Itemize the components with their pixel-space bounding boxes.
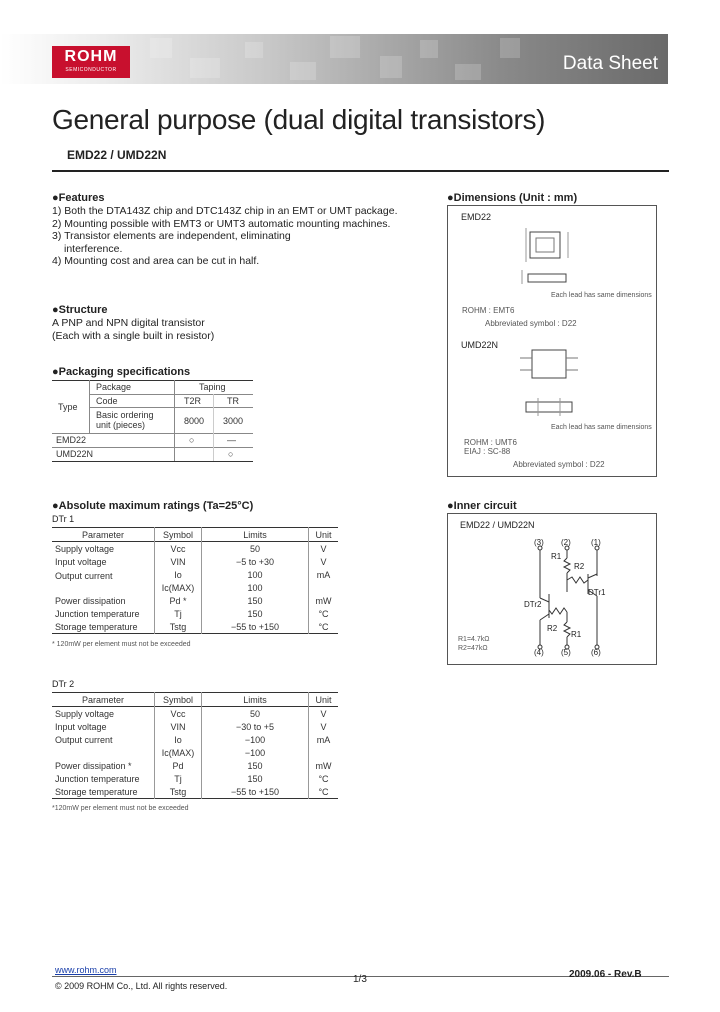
inner-circuit-heading: ●Inner circuit <box>447 500 517 512</box>
resistor-label: R1 <box>571 630 582 639</box>
pkg-cell: Basic ordering <box>96 410 154 420</box>
table-row <box>52 607 338 620</box>
cell: Storage temperature <box>55 621 138 632</box>
title-rule <box>52 170 669 172</box>
pkg-bottom-rule <box>52 461 253 462</box>
cell: °C <box>309 607 339 620</box>
cell: 150 <box>202 772 309 785</box>
structure-line: (Each with a single built in resistor) <box>52 329 215 342</box>
cell: Input voltage <box>55 721 107 732</box>
cell: Tj <box>155 607 202 620</box>
table-row <box>52 707 338 721</box>
pkg-cell: — <box>227 435 236 445</box>
pkg-cell: UMD22N <box>56 449 94 459</box>
cell: Tj <box>155 772 202 785</box>
pkg-divider <box>213 394 214 461</box>
table-row <box>52 785 338 799</box>
transistor-label: DTr1 <box>588 588 606 597</box>
ratings-heading: ●Absolute maximum ratings (Ta=25°C) <box>52 500 254 512</box>
ratings-note: * 120mW per element must not be exceeded <box>52 641 191 648</box>
cell: V <box>309 720 339 733</box>
table-row <box>52 568 338 581</box>
table-header-row <box>52 693 338 707</box>
feature-item: 2) Mounting possible with EMT3 or UMT3 automatic mounting machines. <box>52 217 391 230</box>
ratings-note: *120mW per element must not be exceeded <box>52 805 189 812</box>
cell: V <box>309 542 339 556</box>
resistor-label: R2 <box>574 562 585 571</box>
cell: Output current <box>55 734 113 745</box>
table-row <box>52 555 338 568</box>
footer-url-link[interactable]: www.rohm.com <box>55 965 117 975</box>
pkg-cell: ○ <box>228 449 234 459</box>
cell: −100 <box>202 733 309 746</box>
logo-text: ROHM <box>64 48 118 65</box>
transistor-label: DTr2 <box>524 600 542 609</box>
page-title: General purpose (dual digital transistors) <box>52 104 546 135</box>
cell: V <box>309 555 339 568</box>
table-row <box>52 542 338 556</box>
cell: 150 <box>202 594 309 607</box>
cell: 150 <box>202 759 309 772</box>
dim-label: UMD22N <box>461 340 499 350</box>
cell: °C <box>309 620 339 634</box>
pkg-cell: Type <box>58 402 78 412</box>
col-header: Limits <box>202 528 309 542</box>
pin-label: (2) <box>561 538 571 547</box>
col-header: Unit <box>309 693 339 707</box>
pin-label: (3) <box>534 538 544 547</box>
cell <box>309 581 339 594</box>
dim-note: Each lead has same dimensions <box>551 292 652 299</box>
structure-text <box>52 317 214 342</box>
cell: −55 to +150 <box>202 785 309 799</box>
inner-circuit-box <box>447 513 657 665</box>
feature-item: 1) Both the DTA143Z chip and DTC143Z chip in an EMT or UMT package. <box>52 205 398 217</box>
footer-copyright: © 2009 ROHM Co., Ltd. All rights reserved. <box>55 981 228 991</box>
cell: 100 <box>202 581 309 594</box>
cell: Power dissipation <box>55 595 126 606</box>
dim-abbr: Abbreviated symbol : D22 <box>513 460 605 469</box>
pkg-divider <box>174 380 175 461</box>
cell: Supply voltage <box>55 708 115 719</box>
table-row <box>52 733 338 746</box>
cell: Vcc <box>155 542 202 556</box>
doc-type: Data Sheet <box>562 53 658 74</box>
cell: −100 <box>202 746 309 759</box>
dtr2-label: DTr 2 <box>52 679 75 689</box>
dim-rohm: ROHM : UMT6 <box>464 438 517 447</box>
cell: mW <box>309 594 339 607</box>
cell: mA <box>309 733 339 746</box>
dim-eiaj: EIAJ : SC-88 <box>464 447 511 456</box>
pin-label: (1) <box>591 538 601 547</box>
pkg-cell: EMD22 <box>56 435 87 445</box>
table-row <box>52 720 338 733</box>
cell: VIN <box>155 555 202 568</box>
resistor-value: R2=47kΩ <box>458 645 488 652</box>
cell: −30 to +5 <box>202 720 309 733</box>
cell <box>52 746 155 759</box>
cell: Input voltage <box>55 556 107 567</box>
pkg-cell: unit (pieces) <box>96 420 146 430</box>
emt6-drawing <box>508 224 608 294</box>
pkg-divider <box>52 433 253 434</box>
pkg-cell: Code <box>96 396 118 406</box>
dimensions-heading: ●Dimensions (Unit : mm) <box>447 192 578 204</box>
col-header: Unit <box>309 528 339 542</box>
features-list <box>52 205 398 268</box>
pkg-cell: 8000 <box>184 416 205 426</box>
table-row <box>52 594 338 607</box>
logo-subtext: SEMICONDUCTOR <box>65 67 117 73</box>
table-row <box>52 746 338 759</box>
cell: Ic(MAX) <box>155 581 202 594</box>
features-heading: ●Features <box>52 192 105 204</box>
part-numbers: EMD22 / UMD22N <box>67 148 167 162</box>
col-header: Parameter <box>81 694 125 705</box>
cell: −55 to +150 <box>202 620 309 634</box>
cell: Io <box>155 733 202 746</box>
resistor-label: R2 <box>547 624 558 633</box>
cell: 100 <box>202 568 309 581</box>
table-row <box>52 772 338 785</box>
footer-revision: 2009.06 - Rev.B <box>569 969 642 980</box>
resistor-value: R1=4.7kΩ <box>458 636 490 643</box>
cell: Ic(MAX) <box>155 746 202 759</box>
cell: mA <box>309 568 339 581</box>
pin-label: (5) <box>561 648 571 657</box>
resistor-label: R1 <box>551 552 562 561</box>
table-row <box>52 759 338 772</box>
col-header: Symbol <box>155 528 202 542</box>
dim-note: Each lead has same dimensions <box>551 424 652 431</box>
cell: Pd * <box>155 594 202 607</box>
cell: mW <box>309 759 339 772</box>
packaging-heading: ●Packaging specifications <box>52 366 191 378</box>
circuit-schematic <box>448 514 656 664</box>
cell: 50 <box>202 542 309 556</box>
pkg-cell: Taping <box>199 382 226 392</box>
dim-rohm: ROHM : EMT6 <box>462 306 515 315</box>
cell: Tstg <box>155 785 202 799</box>
cell: Storage temperature <box>55 786 138 797</box>
umt6-drawing <box>508 344 608 430</box>
ratings-table-dtr1 <box>52 527 338 634</box>
cell: Vcc <box>155 707 202 721</box>
table-header-row <box>52 528 338 542</box>
feature-item: interference. <box>64 242 123 255</box>
dim-abbr: Abbreviated symbol : D22 <box>485 319 577 328</box>
feature-item: 3) Transistor elements are independent, eliminating <box>52 230 291 242</box>
cell: Junction temperature <box>55 608 140 619</box>
pkg-cell: ○ <box>189 435 195 445</box>
dtr1-label: DTr 1 <box>52 514 75 524</box>
cell: 50 <box>202 707 309 721</box>
dim-label: EMD22 <box>461 212 492 222</box>
cell: Tstg <box>155 620 202 634</box>
cell: −5 to +30 <box>202 555 309 568</box>
pkg-top-rule <box>52 380 253 381</box>
cell: 150 <box>202 607 309 620</box>
col-header: Limits <box>202 693 309 707</box>
cell <box>52 581 155 594</box>
table-row <box>52 620 338 634</box>
rohm-logo <box>52 46 130 78</box>
pkg-divider <box>52 447 253 448</box>
ratings-table-dtr2 <box>52 692 338 799</box>
table-row <box>52 581 338 594</box>
cell: V <box>309 707 339 721</box>
structure-line: A PNP and NPN digital transistor <box>52 317 205 329</box>
cell: °C <box>309 785 339 799</box>
col-header: Parameter <box>81 529 125 540</box>
feature-item: 4) Mounting cost and area can be cut in half. <box>52 255 260 267</box>
cell: Output current <box>55 571 113 581</box>
cell <box>309 746 339 759</box>
pkg-cell: T2R <box>184 396 202 406</box>
pin-label: (4) <box>534 648 544 657</box>
col-header: Symbol <box>155 693 202 707</box>
cell: VIN <box>155 720 202 733</box>
pkg-cell: Package <box>96 382 132 392</box>
cell: Io <box>155 568 202 581</box>
cell: Junction temperature <box>55 773 140 784</box>
structure-heading: ●Structure <box>52 304 108 316</box>
cell: Power dissipation * <box>55 760 132 771</box>
pkg-divider <box>89 394 253 395</box>
pkg-cell: 3000 <box>223 416 244 426</box>
pkg-divider <box>89 407 253 408</box>
cell: Pd <box>155 759 202 772</box>
dimensions-box <box>447 205 657 477</box>
pkg-cell: TR <box>227 396 239 406</box>
pin-label: (6) <box>591 648 601 657</box>
circuit-label: EMD22 / UMD22N <box>460 520 535 530</box>
cell: Supply voltage <box>55 543 115 554</box>
footer-page-number: 1/3 <box>353 974 367 985</box>
cell: °C <box>309 772 339 785</box>
